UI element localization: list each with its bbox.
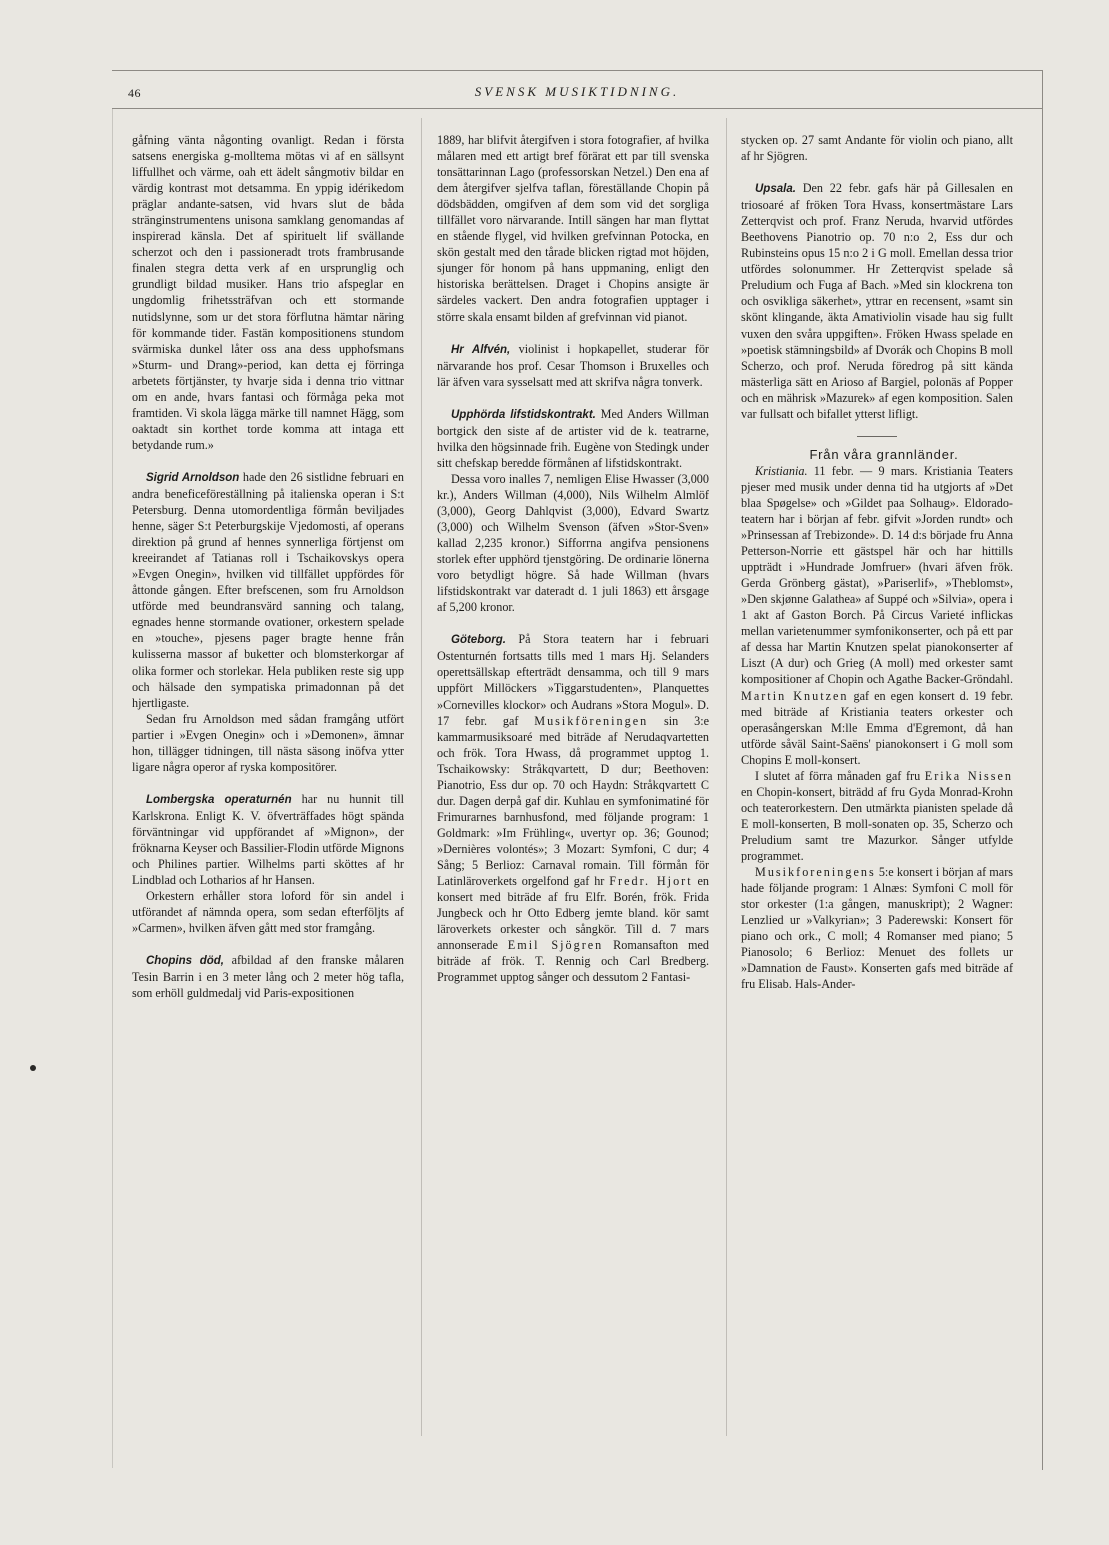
spaced-name: Martin Knutzen [741, 688, 849, 703]
column-rule-2 [726, 118, 727, 1436]
paragraph: Upphörda lifstidskontrakt. Med Anders Willman bortgick den siste af de artister vid de k. teatrarne, hvilka den högsinnade frih. Eugène von Stedingk under sitt chefskap beredde förmånen af lifstidskontrakt. [437, 406, 709, 470]
article-keyword: Sigrid Arnoldson [146, 471, 240, 484]
spaced-name: Erika Nissen [924, 768, 1013, 783]
spaced-name: Fredr. Hjort [609, 874, 693, 889]
paragraph: Chopins död, afbildad af den franske målaren Tesin Barrin i en 3 meter lång och 2 meter hög tafla, som erhöll guldmedalj vid Paris-expositionen [132, 953, 404, 1001]
column-rule-1 [421, 118, 422, 1436]
section-divider [857, 436, 897, 437]
paragraph: Upsala. Den 22 febr. gafs här på Gillesalen en triosoaré af fröken Tora Hvass, konsertmästare Lars Zetterqvist och prof. Franz Neruda, hvarvid utfördes Beethovens Pianotrio op. 70 n:o 2, Ess dur och Rubinsteins opus 15 n:o 2 i G moll. Emellan dessa trior utfördes solonummer. Hr Zetterqvist spelade så Preludium och Fuga af Bach. »Med sin klockrena ton och osvikliga säkerhet», yttrar en recensent, »samt sin skönt klingande, äkta Amativiolin visade hau sig fullt vuxen den svåra uppgiften». Fröken Hwass spelade en »poetisk stämningsbild» af Dvorák och Chopins B moll Scherzo, och prof. Neruda föredrog på sitt kända mästerliga sätt en Arioso af Bargiel, polonäs af Popper och en mährisk »Mazurek» af egen komposition. Salen var fullsatt och bifallet ytterst lifligt. [741, 181, 1013, 421]
running-title: SVENSK MUSIKTIDNING. [474, 84, 680, 99]
column-3 [741, 132, 1013, 992]
column-2 [437, 132, 709, 985]
paragraph: Musikforeningens 5:e konsert i början af mars hade följande program: 1 Alnæs: Symfoni C moll för stor orkester (1:a gången, manuskript); 2 Wagner: Lenzlied ur »Valkyrian»; 3 Paderewski: Konsert för piano och ork., C moll; 4 Romanser med piano; 5 Pianosolo; 6 Berlioz: Menuet des follets ur »Damnation de Faust». Konserten gafs med biträde af fru Elisab. Hals-Ander- [741, 865, 1013, 992]
page-header [112, 80, 1042, 106]
paragraph: Hr Alfvén, violinist i hopkapellet, studerar för närvarande hos prof. Cesar Thomson i Bruxelles och lär äfven vara sysselsatt med att skrifva några tonverk. [437, 341, 709, 389]
paragraph: I slutet af förra månaden gaf fru Erika Nissen en Chopin-konsert, biträdd af fru Gyda Monrad-Krohn och teaterorkestern. Den utmärkta pianisten spelade då E moll-konserten, B moll-sonaten op. 35, Scherzo och Preludium samt tre Mazurkor. Sånger utfylde programmet. [741, 768, 1013, 863]
city-name: Kristiania. [755, 463, 808, 478]
paragraph: Sigrid Arnoldson hade den 26 sistlidne februari en andra beneficeföreställning på italienska operan i S:t Petersburg. Denna utomordentliga förmån beviljades henne, säger S:t Peterburgskije Vjedomosti, af operans direktion på grund af hennes synnerliga förtjenst om kreeirandet af Tatianas roll i Tschaikovskys opera »Evgen Onegin», hvilken vid tillfället uppfördes för åttonde gången. Efter brefscenen, som fru Arnoldson utförde med beundransvärd sanning och talang, egnades henne stormande ovationer, orkestern spelade en »touche», pjesens pager bragte henne från kulisserna massor af buketter och blomsterkorgar af olika former och storlekar. Hela publiken reste sig upp och hälsade den sympatiska primadonnan på det hjertligaste. [132, 469, 404, 710]
spaced-name: Musikforeningens [755, 865, 876, 880]
article-keyword: Lombergska operaturnén [146, 793, 292, 806]
margin-ink-dot [30, 1065, 36, 1071]
right-frame-line [1042, 70, 1043, 1470]
paragraph: Orkestern erhåller stora loford för sin andel i utförandet af nämnda opera, som sedan efterföljts af »Carmen», hvilken äfven gått med stor framgång. [132, 889, 404, 936]
paragraph: 1889, har blifvit återgifven i stora fotografier, af hvilka målaren med ett artigt bref förärat ett par till svenska tonsättarinnan Lago (professorskan Netzel.) Den ena af dem återgifver sjelfva taflan, föreställande Chopin på dödsbädden, omgifven af dem som vid det sorgliga tillfället voro närvarande. Intill sängen har man flyttat en stående flygel, vid hvilken grefvinnan Potocka, en skön gestalt med den tårade blicken rigtad mot höjden, sjunger för honom på hans uppmaning, enligt den historiska berättelsen. Draget i Chopins ansigte är särdeles vackert. Den andra fotografien upptager i större skala ensamt bilden af grefvinnan vid pianot. [437, 133, 709, 324]
paragraph: stycken op. 27 samt Andante för violin och piano, allt af hr Sjögren. [741, 133, 1013, 164]
article-keyword: Upphörda lifstidskontrakt. [451, 408, 596, 421]
article-keyword: Hr Alfvén, [451, 343, 511, 356]
paragraph: Lombergska operaturnén har nu hunnit till Karlskrona. Enligt K. V. öfverträffades högt spända förväntningar vid uppförandet af »Mignon», der fröknarna Keyser och Bassilier-Flodin utförde Mignons och Philines partier. Wilhelms parti sköttes af hr Lindblad och Lotharios af hr Hansen. [132, 791, 404, 888]
column-1 [132, 132, 404, 1001]
paragraph: Dessa voro inalles 7, nemligen Elise Hwasser (3,000 kr.), Anders Willman (4,000), Nils Wilhelm Almlöf (3,000), Georg Dahlqvist (3,000), Edvard Swartz (3,000) och Wilhelm Svenson (äfven »Stor-Sven» kallad 2,235 kronor.) Sifforrna angifva pensionens storlek efter upphörd tjenstgöring. De ordinarie lönerna voro betydligt högre. Så hade Willman (hvars lifstidskontrakt var dateradt d. 1 juli 1863) ett årsgage af 5,200 kronor. [437, 471, 709, 615]
spaced-name: Emil Sjögren [507, 938, 604, 953]
paragraph: Kristiania. 11 febr. — 9 mars. Kristiania Teaters pjeser med musik under denna tid ha utgjorts af »Det blaa Spøgelse» och »Gildet paa Solhaug». Eldorado-teatern har i början af febr. gifvit »Jorden rundt» och »Prinsessan af Trebizonde». D. 14 d:s började fru Anna Petterson-Norrie ett gästspel här och har hittills uppträdt i »Hundrade Jomfruer» (hvari äfven frök. Gerda Grönberg gästat), »Pariserlif», »Theblomst», »Den skjønne Galathea» af Suppé och »Silvia», opera i 1 akt af Gaston Borch. På Circus Varieté inflickas mellan varietenummer symfonikonserter, och på ett par af dessa har Martin Knutzen spelat pianokonserter af Liszt (A dur) och Grieg (A moll) med orkester samt kompositioner af Chopin och Agathe Backer-Gröndahl. Martin Knutzen gaf en egen konsert d. 19 febr. med biträde af Kristiania teaters orkester och operasångerskan M:lle Emma d'Egremont, då han utförde såväl Saint-Saëns' pianokonsert i G moll som Chopins E moll-konsert. [741, 463, 1013, 767]
paragraph: Göteborg. På Stora teatern har i februari Ostenturnén fortsatts tills med 1 mars Hj. Selanders operettsällskap efterträdt densamma, och till 9 mars uppfört Millöckers »Tiggarstudenten», Planquettes »Cornevilles klockor» och Audrans »Stora Mogul». D. 17 febr. gaf Musikföreningen sin 3:e kammarmusiksoaré med biträde af Nerudaqvartetten och frök. Tora Hwass, då programmet upptog 1. Tschaikowsky: Stråkqvartett, D dur; Beethoven: Pianotrio, Ess dur op. 70 och Haydn: Stråkqvartett C dur. Dagen derpå gaf dir. Kuhlau en symfonimatiné för Frimurarnes barnhusfond, med följande program: 1 Goldmark: »Im Frühling«, uvertyr op. 36; Gounod; »Dernières volontés»; 3 Mozart: Symfoni, C dur; 4 Sång; 5 Berlioz: Carnaval romain. Till förmån för Latinläroverkets orgelfond gaf hr Fredr. Hjort en konsert med biträde af fru Elfr. Borén, frök. Frida Jungbeck och hr Otto Edberg jemte bland. kör samt läroverkets orkester och sångkör. Till d. 7 mars annonserade Emil Sjögren Romansafton med biträde af frök. T. Rennig och Carl Bredberg. Programmet upptog sånger och dessutom 2 Fantasi- [437, 632, 709, 985]
paragraph: Sedan fru Arnoldson med sådan framgång utfört partier i »Evgen Onegin» och i »Demonen», ämnar hon, tillägger tidningen, till nästa säsong inöfva ytter ligare några operor af ryska kompositörer. [132, 711, 404, 774]
paragraph: gåfning vänta någonting ovanligt. Redan i första satsens energiska g-molltema mötas vi af en sällsynt liffullhet och värme, oah ett ädelt sångmotiv bildar en värdig kontrast mot detsamma. En yppig idérikedom präglar andante-satsen, vid hvars slut de båda stränginstrumentens unisona samklang genomandas af inspirerad känsla. Det af spirituelt lif svällande scherzot och den i passioneradt trots frambrusande finalen stegra detta verk af en ursprunglig och grundligt bildad musiker. Hans trio afspeglar en ungdomlig frihetssträfvan och ett stormande nutidslynne, som ur det stora förflutna hämtar näring för kommande tider. Fastän kompositionens stundom svärmiska dunkel låter oss ana dess upphofsmans »Sturm- und Drang»-period, kan detta ej förringa arbetets förtjänster, ty hvarje sida i denna trio vittnar om en ande, hvars fantasi och förmåga peka mot framtiden. Vi skola lägga märke till namnet Hägg, som oaktadt sin korthet torde komma att intaga ett betydande rum.» [132, 133, 404, 452]
article-keyword: Chopins död, [146, 955, 224, 968]
article-keyword: Upsala. [755, 183, 796, 196]
header-rule [112, 108, 1042, 109]
spaced-name: Musikföreningen [534, 713, 649, 728]
section-heading: Från våra grannländer. [809, 446, 959, 462]
article-keyword: Göteborg. [451, 634, 506, 647]
left-frame-line [112, 108, 113, 1468]
page-number: 46 [128, 86, 141, 100]
